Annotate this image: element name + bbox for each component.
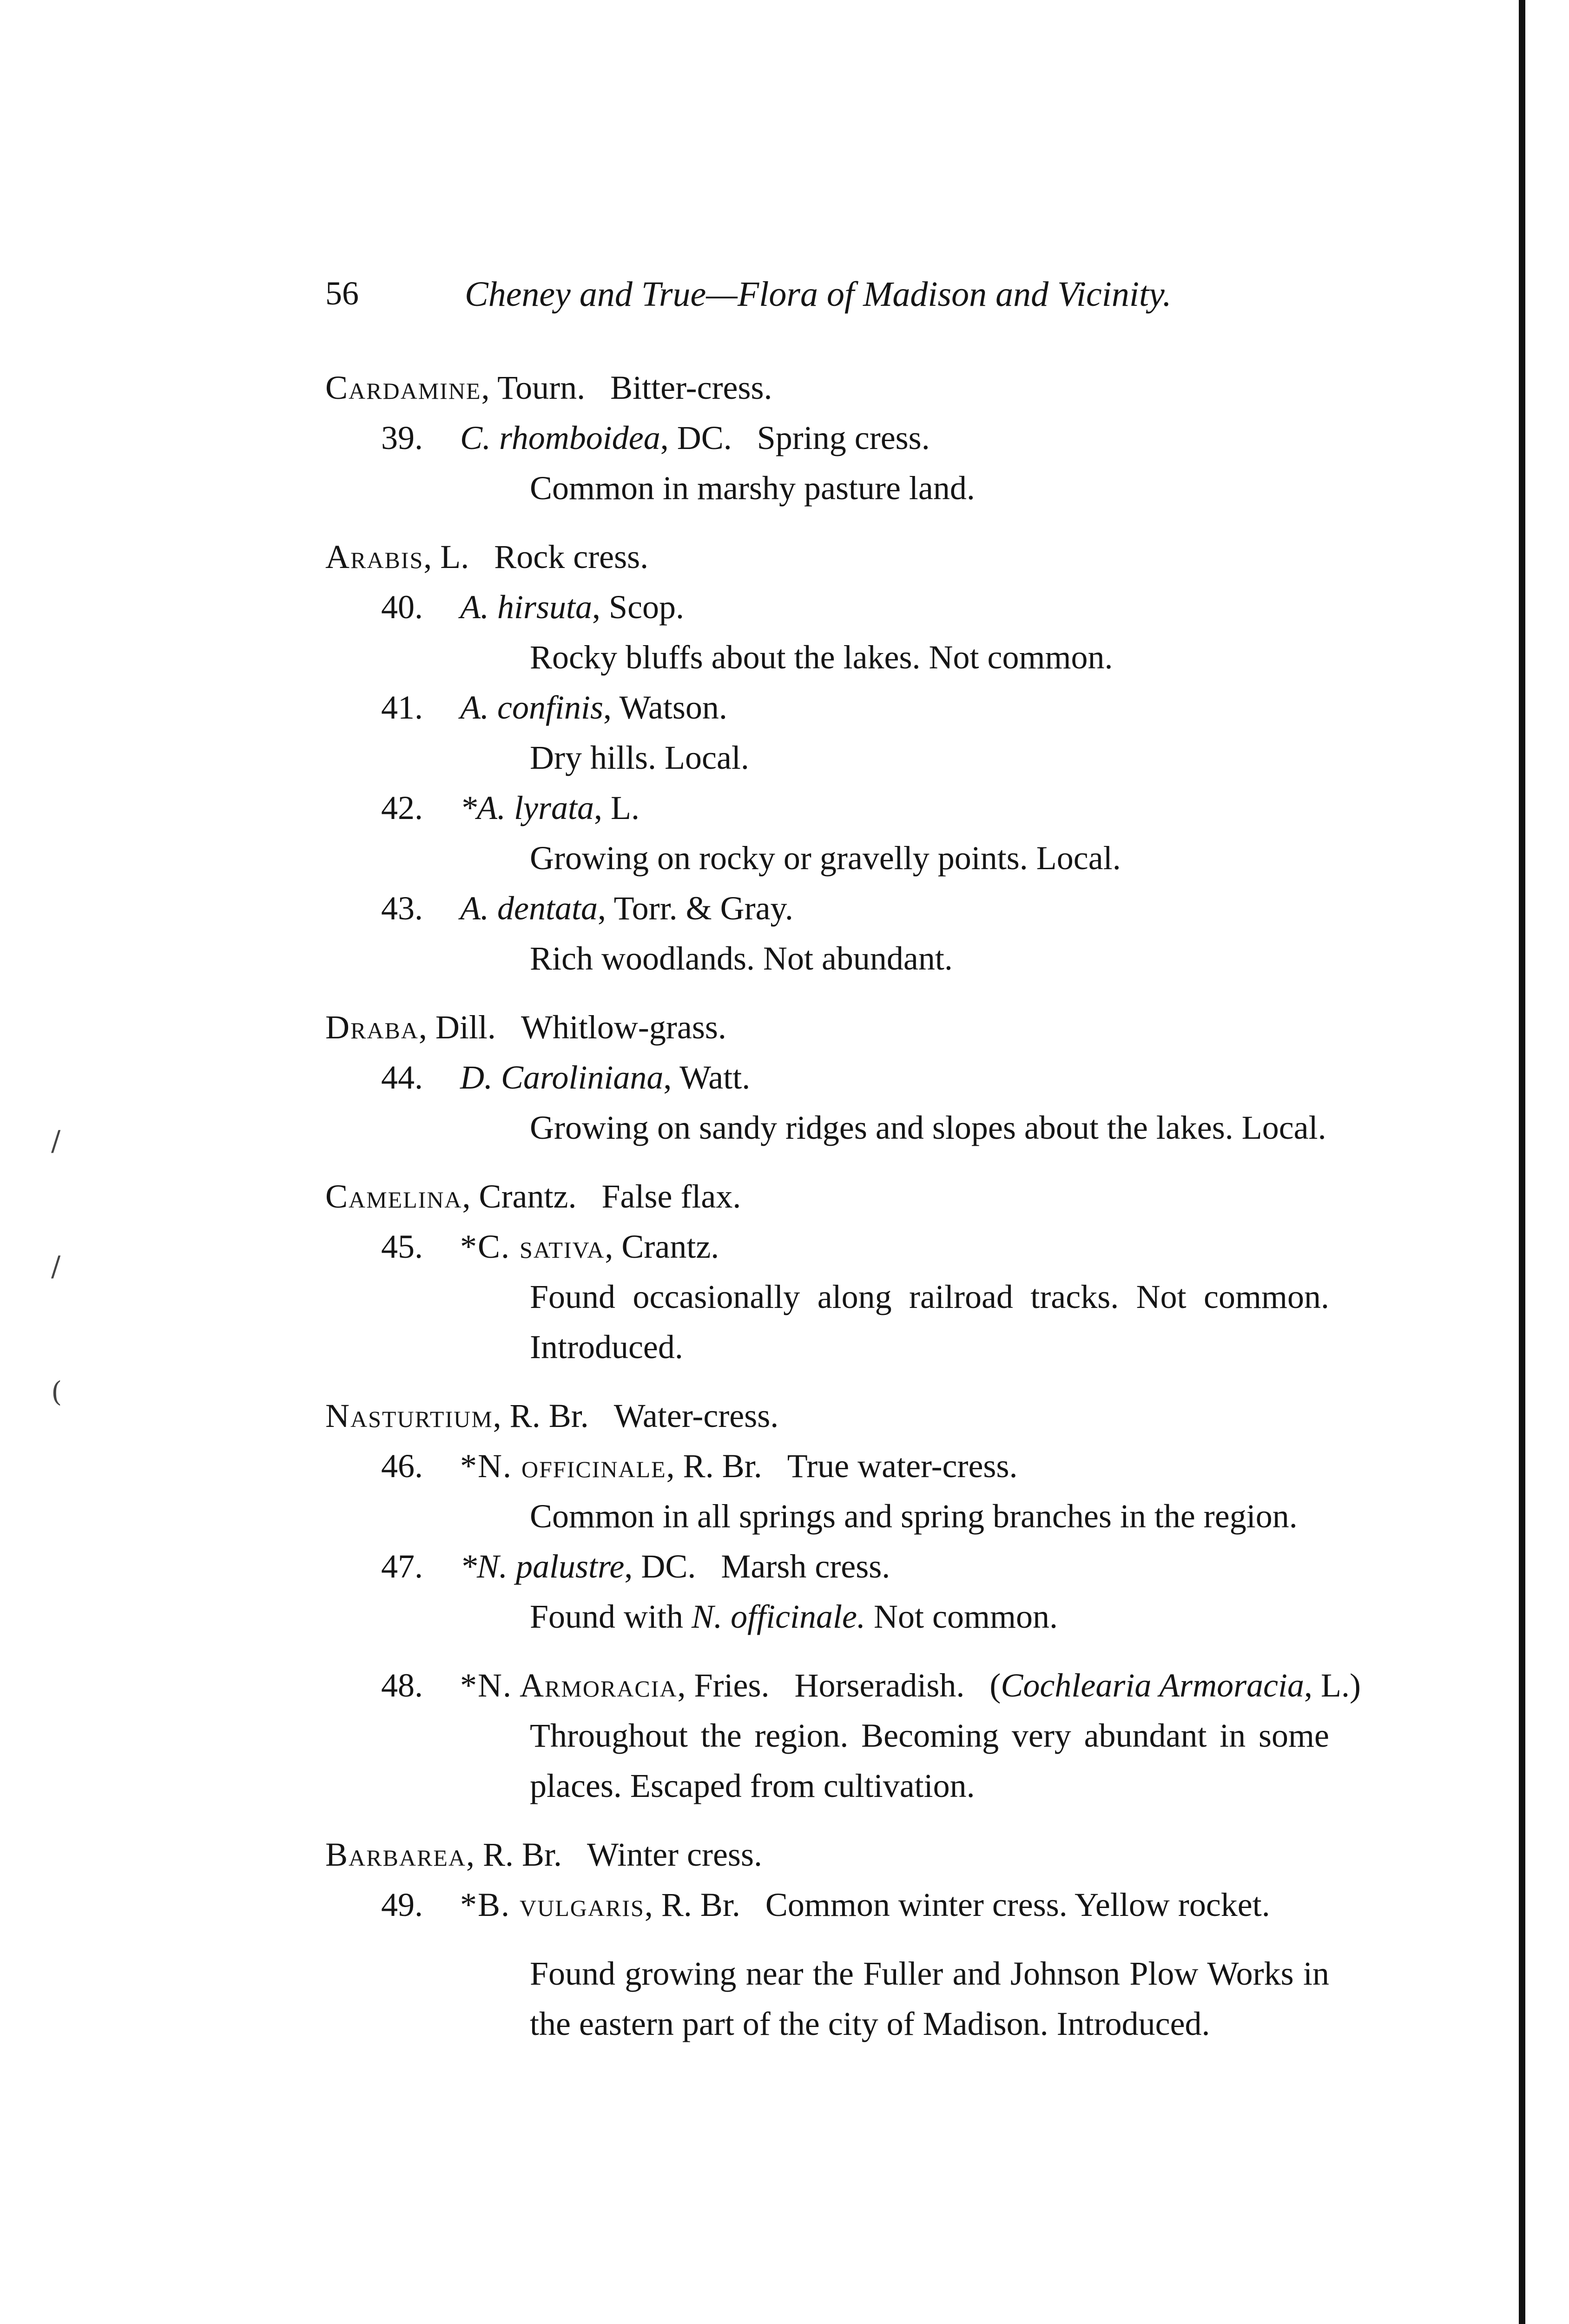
species-list [325, 363, 1441, 2049]
page-header [325, 265, 1357, 321]
species-entry [325, 582, 1441, 632]
genus-common-name: False flax. [601, 1178, 741, 1215]
species-name: *N. Armoracia [460, 1667, 678, 1704]
genus-name: Arabis [325, 538, 424, 575]
species-entry [325, 1052, 1441, 1103]
species-note: Dry hills. Local. [530, 739, 749, 776]
species-authority: , Torr. & Gray. [597, 890, 793, 927]
species-authority: , DC. [660, 419, 732, 456]
species-common-name: Spring cress. [757, 419, 930, 456]
species-note: Growing on sandy ridges and slopes about the lakes. Local. [530, 1109, 1326, 1146]
species-authority: , Fries. [677, 1667, 770, 1704]
genus-name: Draba [325, 1009, 419, 1046]
species-name: *N. officinale [460, 1447, 666, 1485]
margin-mark: / [51, 1125, 61, 1157]
species-note: Growing on rocky or gravelly points. Local. [530, 839, 1121, 877]
species-authority: , Watson. [603, 689, 727, 726]
species-authority: , R. Br. [644, 1886, 740, 1923]
species-note: Rocky bluffs about the lakes. Not common. [530, 639, 1113, 676]
species-name: A. confinis [460, 689, 603, 726]
species-common-name: Common winter cress. Yellow rocket. [765, 1886, 1270, 1923]
species-entry [325, 783, 1441, 833]
genus-name: Camelina [325, 1178, 462, 1215]
species-number: 48. [381, 1667, 423, 1704]
species-authority: , L. [593, 789, 639, 826]
genus-common-name: Bitter-cress. [610, 369, 772, 406]
species-note [325, 1591, 1441, 1642]
species-name: *A. lyrata [460, 789, 594, 826]
genus-name: Nasturtium [325, 1397, 493, 1434]
genus-heading [325, 1171, 1441, 1221]
species-name: A. hirsuta [460, 588, 593, 626]
synonym-name: Cochlearia Armoracia [1001, 1667, 1305, 1704]
note-italic-text: N. officinale. [692, 1598, 866, 1635]
genus-common-name: Whitlow-grass. [521, 1009, 726, 1046]
species-name: *N. palustre [460, 1548, 625, 1585]
species-authority: , R. Br. [666, 1447, 762, 1485]
species-number: 40. [381, 588, 423, 626]
species-common-name: Horseradish. [794, 1667, 965, 1704]
note-text: Found with [530, 1598, 692, 1635]
species-note: Common in all springs and spring branches in the region. [530, 1498, 1298, 1535]
species-entry [325, 1880, 1441, 1930]
genus-common-name: Rock cress. [494, 538, 649, 575]
species-note: Throughout the region. Becoming very abundant in some places. Escaped from cultivation. [530, 1717, 1329, 1804]
margin-mark: ( [51, 1376, 62, 1408]
species-name: C. rhomboidea [460, 419, 660, 456]
species-number: 44. [381, 1059, 423, 1096]
species-entry [325, 682, 1441, 733]
genus-heading [325, 532, 1441, 582]
note-text: Not common. [865, 1598, 1058, 1635]
species-number: 49. [381, 1886, 423, 1923]
genus-authority: , R. Br. [493, 1397, 589, 1434]
species-entry [325, 1541, 1441, 1591]
genus-heading [325, 1002, 1441, 1052]
species-note: Rich woodlands. Not abundant. [530, 940, 953, 977]
species-entry [325, 1441, 1441, 1491]
species-note: Found occasionally along railroad tracks. Not common. Introduced. [530, 1278, 1329, 1366]
genus-authority: , R. Br. [466, 1836, 562, 1873]
genus-authority: , Crantz. [462, 1178, 577, 1215]
species-name: *B. vulgaris [460, 1886, 645, 1923]
genus-heading [325, 1391, 1441, 1441]
species-entry [325, 883, 1441, 933]
species-authority: , Crantz. [605, 1228, 719, 1265]
species-entry [325, 413, 1441, 463]
species-note: Found growing near the Fuller and Johnson Plow Works in the eastern part of the city of Madison. Introduced. [530, 1955, 1329, 2042]
species-number: 41. [381, 689, 423, 726]
species-number: 42. [381, 789, 423, 826]
species-number: 39. [381, 419, 423, 456]
genus-authority: , Tourn. [481, 369, 586, 406]
genus-authority: , Dill. [418, 1009, 496, 1046]
genus-common-name: Winter cress. [587, 1836, 762, 1873]
species-note: Common in marshy pasture land. [530, 469, 975, 507]
species-entry [325, 1221, 1441, 1272]
species-entry [325, 1660, 1441, 1710]
species-number: 47. [381, 1548, 423, 1585]
genus-authority: , L. [423, 538, 469, 575]
page-number: 56 [325, 275, 359, 312]
species-authority: , DC. [624, 1548, 696, 1585]
synonym-authority: , L.) [1304, 1667, 1361, 1704]
genus-heading [325, 1829, 1441, 1880]
margin-mark: / [51, 1250, 61, 1283]
species-common-name: Marsh cress. [721, 1548, 890, 1585]
genus-heading [325, 363, 1441, 413]
species-name: D. Caroliniana [460, 1059, 664, 1096]
genus-name: Barbarea [325, 1836, 466, 1873]
species-number: 43. [381, 890, 423, 927]
species-number: 45. [381, 1228, 423, 1265]
species-name: *C. sativa [460, 1228, 605, 1265]
genus-common-name: Water-cress. [613, 1397, 779, 1434]
genus-name: Cardamine [325, 369, 481, 406]
species-name: A. dentata [460, 890, 598, 927]
species-number: 46. [381, 1447, 423, 1485]
species-common-name: True water-cress. [787, 1447, 1018, 1485]
running-title: Cheney and True—Flora of Madison and Vicinity. [465, 275, 1172, 314]
species-authority: , Scop. [592, 588, 685, 626]
species-authority: , Watt. [663, 1059, 751, 1096]
synonym-open: ( [989, 1667, 1001, 1704]
